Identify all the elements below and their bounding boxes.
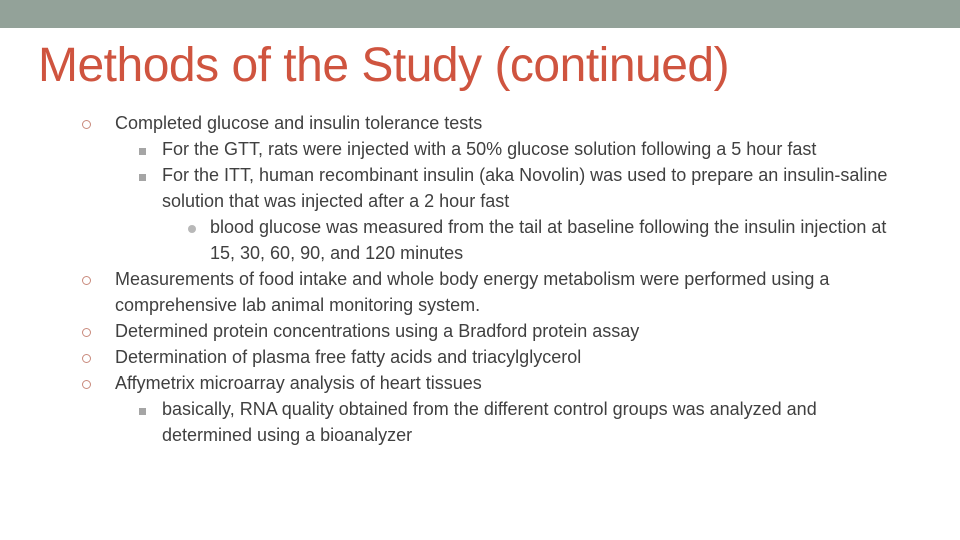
bullet-text: basically, RNA quality obtained from the different control groups was analyzed and determined using a bioanalyzer bbox=[162, 399, 817, 445]
square-bullet-icon bbox=[139, 162, 153, 188]
bullet-item bbox=[0, 370, 855, 396]
bullet-text: Determined protein concentrations using a Bradford protein assay bbox=[115, 321, 640, 341]
bullet-list bbox=[0, 110, 960, 448]
bullet-item bbox=[0, 110, 855, 136]
bullet-item bbox=[0, 266, 855, 318]
top-accent-bar bbox=[0, 0, 960, 28]
bullet-item bbox=[0, 318, 855, 344]
bullet-text: Determination of plasma free fatty acids and triacylglycerol bbox=[115, 347, 582, 367]
bullet-text: Completed glucose and insulin tolerance tests bbox=[115, 113, 483, 133]
square-bullet-icon bbox=[139, 396, 153, 422]
bullet-item bbox=[0, 396, 892, 448]
bullet-item bbox=[0, 162, 892, 214]
square-bullet-icon bbox=[139, 136, 153, 162]
ring-bullet-icon bbox=[82, 344, 96, 370]
bullet-item bbox=[0, 344, 855, 370]
ring-bullet-icon bbox=[82, 318, 96, 344]
ring-bullet-icon bbox=[82, 266, 96, 292]
slide-title: Methods of the Study (continued) bbox=[38, 39, 730, 92]
bullet-text: blood glucose was measured from the tail at baseline following the insulin injection at 15, 30, 60, 90, and 120 minutes bbox=[210, 217, 887, 263]
dot-bullet-icon bbox=[188, 214, 202, 240]
bullet-text: For the GTT, rats were injected with a 50% glucose solution following a 5 hour fast bbox=[162, 139, 817, 159]
bullet-text: Measurements of food intake and whole body energy metabolism were performed using a comprehensive lab animal monitoring system. bbox=[115, 269, 830, 315]
bullet-item bbox=[0, 136, 892, 162]
bullet-text: For the ITT, human recombinant insulin (aka Novolin) was used to prepare an insulin-saline solution that was injected after a 2 hour fast bbox=[162, 165, 888, 211]
ring-bullet-icon bbox=[82, 370, 96, 396]
bullet-text: Affymetrix microarray analysis of heart tissues bbox=[115, 373, 482, 393]
bullet-item bbox=[0, 214, 900, 266]
ring-bullet-icon bbox=[82, 110, 96, 136]
